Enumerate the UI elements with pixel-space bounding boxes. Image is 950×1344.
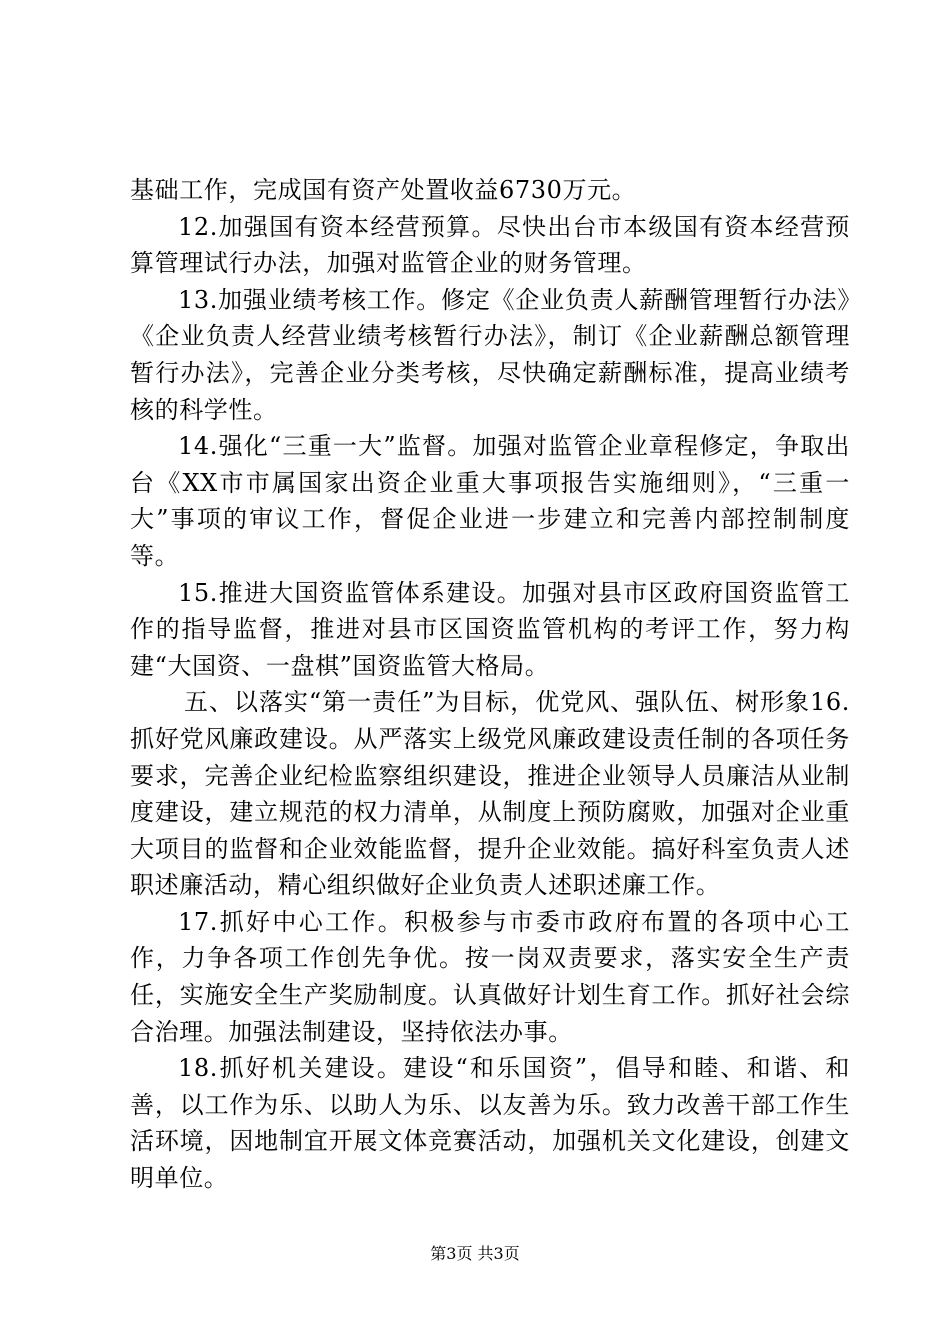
paragraph-continuation: 基础工作，完成国有资产处置收益6730万元。 bbox=[130, 176, 637, 204]
paragraph-item-18: 18.抓好机关建设。建设“和乐国资”，倡导和睦、和谐、和善，以工作为乐、以助人为乐、以友善为乐。致力改善干部工作生活环境，因地制宜开展文体竞赛活动，加强机关文化建设，创建文明单位。 bbox=[130, 1054, 850, 1193]
paragraph-section-five-item-16: 五、以落实“第一责任”为目标，优党风、强队伍、树形象16.抓好党风廉政建设。从严落实上级党风廉政建设责任制的各项任务要求，完善企业纪检监察组织建设，推进企业领导人员廉洁从业制度建设，建立规范的权力清单，从制度上预防腐败，加强对企业重大项目的监督和企业效能监督，提升企业效能。搞好科室负责人述职述廉活动，精心组织做好企业负责人述职述廉工作。 bbox=[130, 688, 850, 900]
paragraph-item-17: 17.抓好中心工作。积极参与市委市政府布置的各项中心工作，力争各项工作创先争优。按一岗双责要求，落实安全生产责任，实施安全生产奖励制度。认真做好计划生育工作。抓好社会综合治理。加强法制建设，坚持依法办事。 bbox=[130, 907, 850, 1046]
paragraph-item-12: 12.加强国有资本经营预算。尽快出台市本级国有资本经营预算管理试行办法，加强对监管企业的财务管理。 bbox=[130, 212, 850, 278]
page-footer bbox=[0, 1244, 950, 1264]
paragraph-item-13: 13.加强业绩考核工作。修定《企业负责人薪酬管理暂行办法》《企业负责人经营业绩考核暂行办法》，制订《企业薪酬总额管理暂行办法》，完善企业分类考核，尽快确定薪酬标准，提高业绩考核的科学性。 bbox=[130, 285, 850, 424]
paragraph-item-15: 15.推进大国资监管体系建设。加强对县市区政府国资监管工作的指导监督，推进对县市区国资监管机构的考评工作，努力构建“大国资、一盘棋”国资监管大格局。 bbox=[130, 578, 850, 680]
page-number-label: 第3页 共3页 bbox=[430, 1244, 520, 1263]
paragraph-item-14: 14.强化“三重一大”监督。加强对监管企业章程修定，争取出台《XX市市属国家出资企业重大事项报告实施细则》，“三重一大”事项的审议工作，督促企业进一步建立和完善内部控制制度等。 bbox=[130, 432, 850, 570]
document-body bbox=[130, 172, 850, 1197]
